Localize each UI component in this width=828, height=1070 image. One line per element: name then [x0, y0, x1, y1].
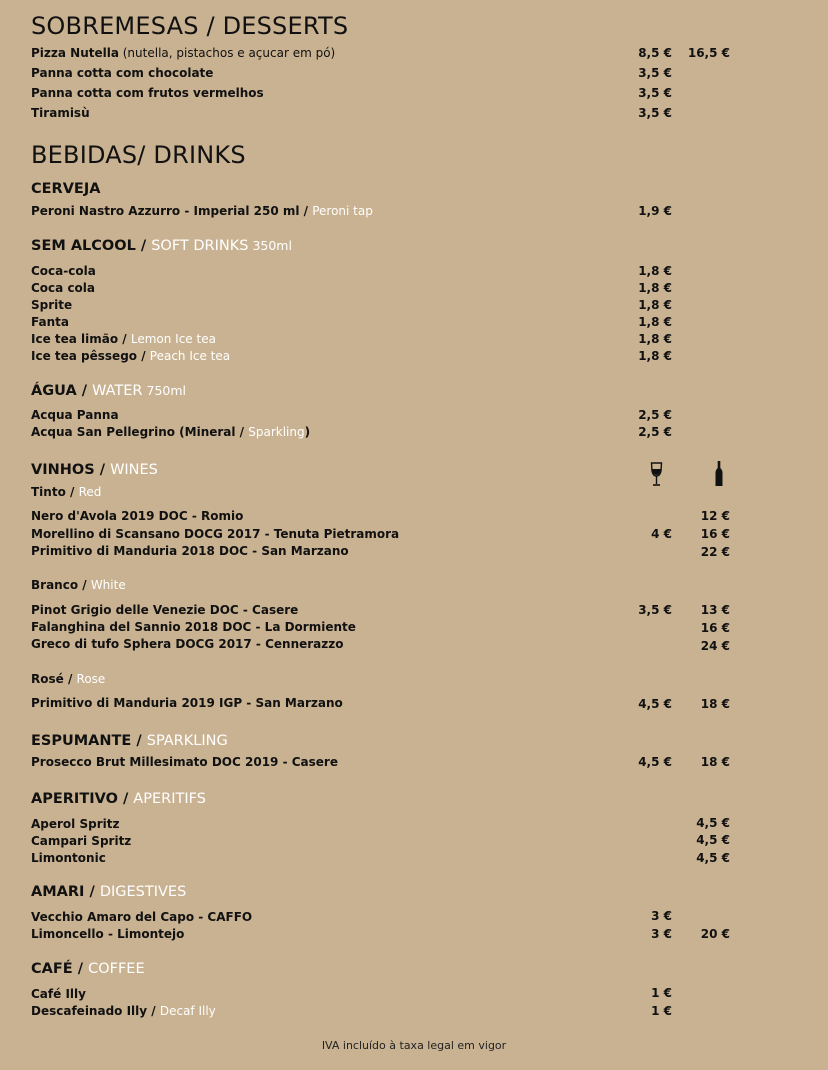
- price-glass: 1,8 €: [638, 349, 672, 363]
- price-bottle: 16,5 €: [687, 46, 730, 60]
- menu-item-name: Limoncello - Limontejo: [31, 927, 185, 941]
- price-bottle: 4,5 €: [696, 816, 730, 830]
- menu-item-name: Pizza Nutella (nutella, pistachos e açucar em pó): [31, 46, 336, 60]
- wine-glass-icon: [650, 462, 663, 488]
- price-glass: 1,8 €: [638, 281, 672, 295]
- price-glass: 4,5 €: [638, 755, 672, 769]
- menu-item-name: Prosecco Brut Millesimato DOC 2019 - Casere: [31, 755, 338, 769]
- menu-item-name: Ice tea limão / Lemon Ice tea: [31, 332, 216, 346]
- price-glass: 2,5 €: [638, 425, 672, 439]
- price-bottle: 16 €: [700, 527, 730, 541]
- price-glass: 1,8 €: [638, 298, 672, 312]
- price-glass: 1 €: [651, 986, 672, 1000]
- menu-item-name: Panna cotta com chocolate: [31, 66, 214, 80]
- menu-item-name: Acqua San Pellegrino (Mineral / Sparkling): [31, 425, 311, 439]
- section-title-sparkling: ESPUMANTE / SPARKLING: [31, 733, 228, 749]
- price-glass: 2,5 €: [638, 408, 672, 422]
- drinks-title: BEBIDAS/ DRINKS: [31, 141, 246, 169]
- price-glass: 1,8 €: [638, 332, 672, 346]
- section-title-soft-drinks: SEM ALCOOL / SOFT DRINKS 350ml: [31, 238, 292, 254]
- menu-item-name: Coca cola: [31, 281, 96, 295]
- price-bottle: 20 €: [700, 927, 730, 941]
- section-title-digestives: AMARI / DIGESTIVES: [31, 884, 187, 900]
- price-glass: 4,5 €: [638, 697, 672, 711]
- section-title-coffee: CAFÉ / COFFEE: [31, 961, 145, 977]
- menu-item-name: Greco di tufo Sphera DOCG 2017 - Cennerazzo: [31, 637, 344, 651]
- wine-subsection-red: Tinto / Red: [31, 485, 102, 499]
- menu-item-name: Falanghina del Sannio 2018 DOC - La Dormiente: [31, 620, 356, 634]
- desserts-title: SOBREMESAS / DESSERTS: [31, 12, 349, 40]
- price-glass: 3,5 €: [638, 603, 672, 617]
- price-bottle: 24 €: [700, 639, 730, 653]
- price-glass: 4 €: [651, 527, 672, 541]
- price-bottle: 13 €: [700, 603, 730, 617]
- menu-item-name: Coca-cola: [31, 264, 96, 278]
- price-glass: 3,5 €: [638, 86, 672, 100]
- wine-subsection-white: Branco / White: [31, 578, 126, 592]
- tax-footnote: IVA incluído à taxa legal em vigor: [321, 1039, 507, 1052]
- menu-item-name: Panna cotta com frutos vermelhos: [31, 86, 264, 100]
- menu-item-name: Aperol Spritz: [31, 817, 120, 831]
- menu-item-name: Tiramisù: [31, 106, 90, 120]
- menu-item-name: Primitivo di Manduria 2019 IGP - San Marzano: [31, 696, 343, 710]
- section-title-aperitifs: APERITIVO / APERITIFS: [31, 791, 206, 807]
- menu-item-name: Café Illy: [31, 987, 86, 1001]
- menu-item-name: Acqua Panna: [31, 408, 119, 422]
- section-title-beer: CERVEJA: [31, 181, 101, 197]
- price-bottle: 22 €: [700, 545, 730, 559]
- section-title-wines: VINHOS / WINES: [31, 462, 158, 478]
- menu-item-name: Pinot Grigio delle Venezie DOC - Casere: [31, 603, 299, 617]
- menu-item-name: Campari Spritz: [31, 834, 132, 848]
- menu-item-name: Nero d'Avola 2019 DOC - Romio: [31, 509, 244, 523]
- price-bottle: 12 €: [700, 509, 730, 523]
- price-glass: 3 €: [651, 909, 672, 923]
- wine-bottle-icon: [714, 460, 724, 488]
- price-glass: 1,9 €: [638, 204, 672, 218]
- price-glass: 1,8 €: [638, 315, 672, 329]
- price-glass: 3,5 €: [638, 66, 672, 80]
- price-bottle: 4,5 €: [696, 851, 730, 865]
- price-bottle: 16 €: [700, 621, 730, 635]
- wine-subsection-rose: Rosé / Rose: [31, 672, 106, 686]
- price-bottle: 18 €: [700, 755, 730, 769]
- menu-item-name: Descafeinado Illy / Decaf Illy: [31, 1004, 216, 1018]
- menu-item-name: Sprite: [31, 298, 73, 312]
- menu-item-name: Ice tea pêssego / Peach Ice tea: [31, 349, 231, 363]
- price-glass: 8,5 €: [638, 46, 672, 60]
- price-bottle: 4,5 €: [696, 833, 730, 847]
- menu-item-name: Morellino di Scansano DOCG 2017 - Tenuta Pietramora: [31, 527, 400, 541]
- price-glass: 3,5 €: [638, 106, 672, 120]
- price-glass: 3 €: [651, 927, 672, 941]
- section-title-water: ÁGUA / WATER 750ml: [31, 383, 186, 399]
- menu-item-name: Peroni Nastro Azzurro - Imperial 250 ml / Peroni tap: [31, 204, 373, 218]
- menu-item-name: Primitivo di Manduria 2018 DOC - San Marzano: [31, 544, 349, 558]
- menu-item-name: Limontonic: [31, 851, 106, 865]
- price-glass: 1,8 €: [638, 264, 672, 278]
- price-glass: 1 €: [651, 1004, 672, 1018]
- menu-item-name: Fanta: [31, 315, 69, 329]
- menu-item-name: Vecchio Amaro del Capo - CAFFO: [31, 910, 253, 924]
- price-bottle: 18 €: [700, 697, 730, 711]
